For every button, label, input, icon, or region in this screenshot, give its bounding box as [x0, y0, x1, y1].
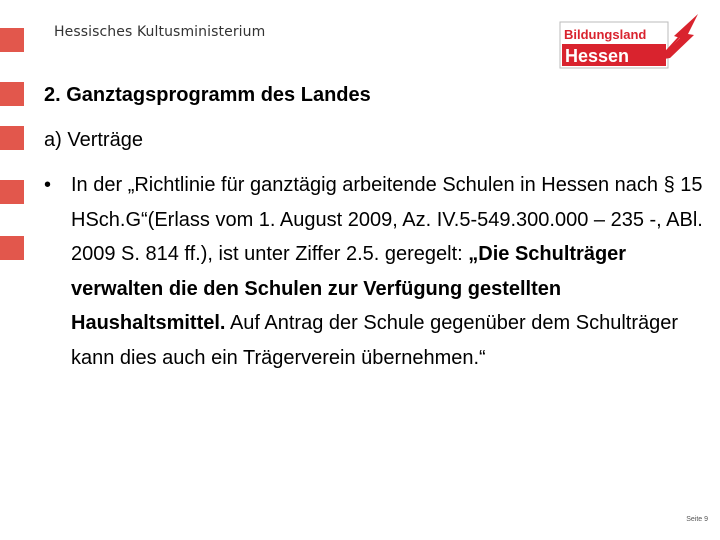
slide-heading: 2. Ganztagsprogramm des Landes — [44, 84, 371, 106]
bullet-text-part1: In der „Richtlinie für ganztägig arbeitende Schulen in Hessen nach § 15 HSch.G“(Erlass vom 1. August 2009, Az. IV.5-549.300.000 – 235 -, ABl. 2009 S. 814 ff.), ist unter Ziffer 2.5. geregelt: — [71, 174, 703, 265]
slide-subheading: a) Verträge — [44, 129, 143, 151]
red-square — [0, 28, 24, 52]
red-square — [0, 180, 24, 204]
ministry-name: Hessisches Kultusministerium — [54, 24, 266, 40]
bullet-item — [44, 174, 712, 375]
bullet-text-bold: „Die Schulträger verwalten die den Schulen zur Verfügung gestellten Haushaltsmittel. — [71, 243, 627, 334]
logo-text-bildungsland: Bildungsland — [564, 27, 647, 42]
bullet-text-part2: Auf Antrag der Schule gegenüber dem Schulträger kann dies auch ein Trägerverein übernehmen.“ — [71, 312, 679, 369]
red-square — [0, 236, 24, 260]
red-square — [0, 126, 24, 150]
page-number: Seite 9 — [686, 516, 708, 523]
bullet-marker: • — [44, 174, 52, 196]
bullet-paragraph — [71, 168, 712, 375]
bildungsland-hessen-logo — [558, 8, 706, 70]
logo-text-hessen: Hessen — [565, 46, 630, 66]
red-square — [0, 82, 24, 106]
